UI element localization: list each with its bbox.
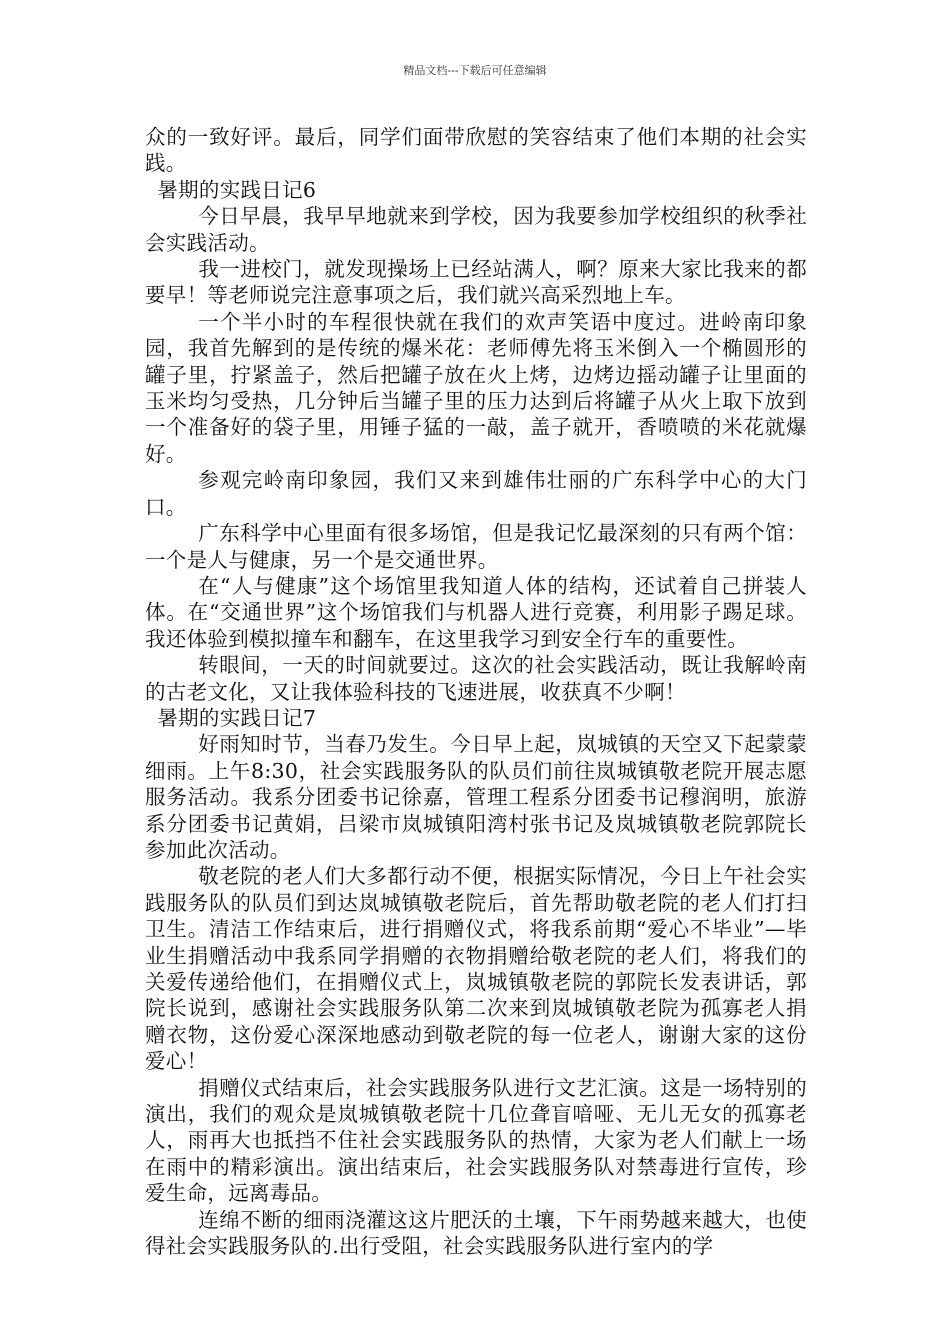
section-heading: 暑期的实践日记6 [157,177,317,202]
paragraph: 今日早晨，我早早地就来到学校，因为我要参加学校组织的秋季社会实践活动。 [145,204,807,255]
paragraph: 广东科学中心里面有很多场馆，但是我记忆最深刻的只有两个馆：一个是人与健康，另一个是交通世界。 [145,521,807,572]
paragraph: 一个半小时的车程很快就在我们的欢声笑语中度过。进岭南印象园，我首先解到的是传统的爆米花：老师傅先将玉米倒入一个椭圆形的罐子里，拧紧盖子，然后把罐子放在火上烤，边烤边摇动罐子让里面的玉米均匀受热，几分钟后当罐子里的压力达到后将罐子从火上取下放到一个准备好的袋子里，用锤子猛的一敲，盖子就开，香喷喷的米花就爆好。 [145,309,807,466]
paragraph: 参观完岭南印象园，我们又来到雄伟壮丽的广东科学中心的大门口。 [145,468,807,519]
paragraph: 敬老院的老人们大多都行动不便，根据实际情况，今日上午社会实践服务队的队员们到达岚城镇敬老院后，首先帮助敬老院的老人们打扫卫生。清洁工作结束后，进行捐赠仪式，将我系前期“爱心不毕业”—毕业生捐赠活动中我系同学捐赠的衣物捐赠给敬老院的老人们，将我们的关爱传递给他们，在捐赠仪式上，岚城镇敬老院的郭院长发表讲话，郭院长说到，感谢社会实践服务队第二次来到岚城镇敬老院为孤寡老人捐赠衣物，这份爱心深深地感动到敬老院的每一位老人，谢谢大家的这份爱心！ [145,864,807,1074]
paragraph: 众的一致好评。最后，同学们面带欣慰的笑容结束了他们本期的社会实践。 [145,125,807,176]
paragraph: 转眼间，一天的时间就要过。这次的社会实践活动，既让我解岭南的古老文化，又让我体验科技的飞速进展，收获真不少啊！ [145,653,807,704]
section-heading: 暑期的实践日记7 [157,705,317,730]
page-header: 精品文档---下载后可任意编辑 [403,64,547,77]
paragraph: 连绵不断的细雨浇灌这这片肥沃的土壤，下午雨势越来越大，也使得社会实践服务队的.出行受阻，社会实践服务队进行室内的学 [145,1207,807,1259]
paragraph: 好雨知时节，当春乃发生。今日早上起，岚城镇的天空又下起蒙蒙细雨。上午8:30，社会实践服务队的队员们前往岚城镇敬老院开展志愿服务活动。我系分团委书记徐嘉，管理工程系分团委书记穆润明，旅游系分团委书记黄娟，吕梁市岚城镇阳湾村张书记及岚城镇敬老院郭院长参加此次活动。 [145,732,807,862]
paragraph: 在“人与健康”这个场馆里我知道人体的结构，还试着自己拼装人体。在“交通世界”这个场馆我们与机器人进行竞赛，利用影子踢足球。我还体验到模拟撞车和翻车，在这里我学习到安全行车的重要性。 [145,573,807,651]
document-body [145,124,807,1259]
paragraph: 我一进校门，就发现操场上已经站满人，啊？原来大家比我来的都要早！等老师说完注意事项之后，我们就兴高采烈地上车。 [145,257,807,308]
paragraph: 捐赠仪式结束后，社会实践服务队进行文艺汇演。这是一场特别的演出，我们的观众是岚城镇敬老院十几位聋盲喑哑、无儿无女的孤寡老人，雨再大也抵挡不住社会实践服务队的热情，大家为老人们献上一场在雨中的精彩演出。演出结束后，社会实践服务队对禁毒进行宣传，珍爱生命，远离毒品。 [145,1075,807,1206]
